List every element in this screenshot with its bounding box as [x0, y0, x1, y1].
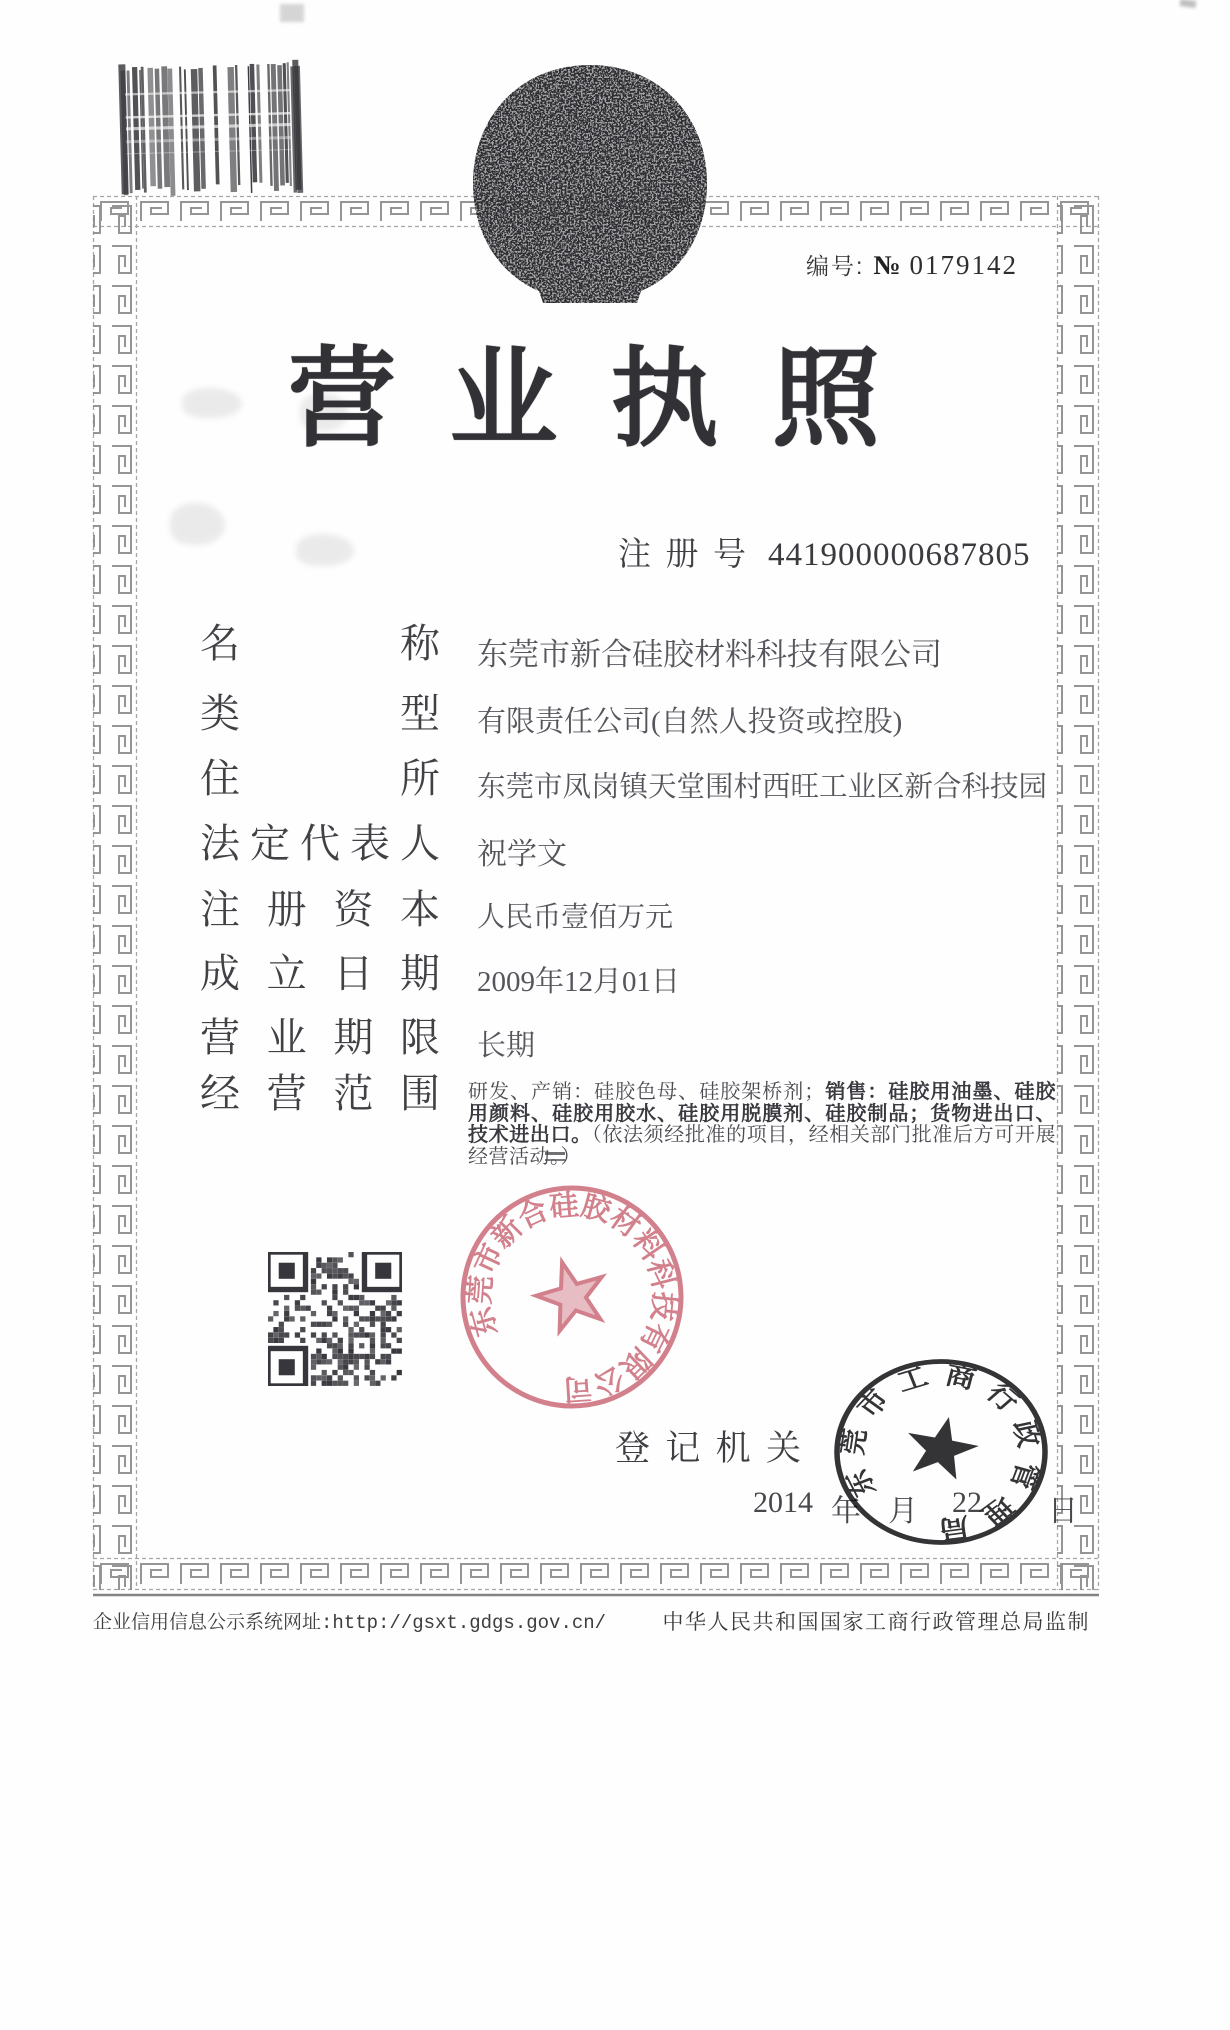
field-label-business-term	[200, 1016, 440, 1060]
registration-number: 441900000687805	[768, 537, 1031, 573]
registrar-label-char: 机	[715, 1429, 751, 1468]
field-label-legal-representative	[200, 822, 440, 866]
field-label-establishment-date	[200, 952, 440, 996]
field-label-char: 住	[200, 756, 240, 801]
business-scope-segment: 销售：硅胶用油墨、硅胶用颜料、硅胶用胶水、硅胶用脱膜剂、硅胶制品；货物进出口、技术进出口。	[468, 1081, 1057, 1146]
footer-issuing-authority: 中华人民共和国国家工商行政管理总局监制	[662, 1610, 1090, 1634]
issue-date-day: 22	[952, 1486, 982, 1519]
field-row-establishment-date	[200, 952, 680, 1000]
field-row-name	[200, 622, 942, 674]
field-label-char: 注	[200, 887, 240, 932]
field-label-char: 所	[400, 756, 440, 801]
license-title	[288, 328, 880, 470]
field-value-legal-representative: 祝学文	[477, 838, 567, 871]
issue-date-year-unit: 年	[831, 1495, 861, 1528]
field-value-registered-capital: 人民币壹佰万元	[477, 902, 674, 933]
field-value-business-scope	[468, 1082, 1056, 1168]
field-label-char: 法	[200, 821, 240, 866]
barcode-graphic	[118, 58, 318, 203]
serial-label: 编号:	[806, 253, 865, 279]
field-label-char: 名	[200, 621, 240, 666]
registration-label	[618, 528, 746, 575]
scan-smudge	[182, 388, 242, 418]
field-label-char: 限	[399, 1015, 440, 1060]
license-title-char: 照	[771, 338, 880, 459]
registrar-label-char: 关	[765, 1429, 801, 1468]
field-label-address	[200, 757, 440, 801]
field-label-char: 本	[399, 887, 440, 932]
serial-number: 0179142	[909, 250, 1019, 280]
field-label-char: 营	[266, 1071, 307, 1116]
field-label-char: 称	[400, 621, 440, 666]
field-label-char: 成	[200, 951, 240, 996]
star-icon	[899, 1411, 984, 1483]
company-seal-stamp	[450, 1175, 695, 1420]
field-label-char: 营	[200, 1015, 240, 1060]
field-label-business-scope	[200, 1072, 440, 1116]
registrar-label-char: 记	[665, 1429, 701, 1468]
field-value-business-term: 长期	[477, 1030, 536, 1062]
field-label-char: 代	[300, 821, 340, 866]
field-label-char: 围	[399, 1071, 440, 1116]
qr-code-graphic	[268, 1252, 402, 1386]
registrar-seal-stamp	[826, 1337, 1056, 1567]
field-value-type: 有限责任公司(自然人投资或控股)	[477, 706, 903, 738]
field-label-name	[200, 622, 440, 666]
field-label-char: 册	[266, 887, 307, 932]
registration-label-char: 注	[618, 537, 651, 573]
field-row-type	[200, 692, 902, 740]
issue-date-month-unit: 月	[888, 1495, 918, 1528]
numero-sign: №	[873, 250, 901, 280]
issue-date-day-unit: 日	[1048, 1495, 1078, 1528]
field-value-name: 东莞市新合硅胶材料科技有限公司	[477, 637, 942, 672]
field-label-registered-capital	[200, 888, 440, 932]
license-title-char: 执	[610, 338, 719, 459]
field-label-char: 型	[400, 691, 440, 736]
scan-smudge	[280, 4, 304, 22]
field-label-char: 资	[333, 887, 374, 932]
svg-text:东莞市工商行政管理局: 东莞市工商行政管理局	[836, 1361, 1046, 1544]
svg-text:东莞市新合硅胶材料科技有限公司: 东莞市新合硅胶材料科技有限公司	[464, 1189, 680, 1405]
field-label-type	[200, 692, 440, 736]
business-scope-segment: （依法须经批准的项目，经相关部门批准后方可开展经营活动。）	[468, 1124, 1056, 1168]
registration-label-char: 号	[713, 537, 746, 573]
field-label-char: 日	[333, 951, 374, 996]
registration-number-line	[618, 528, 1031, 575]
field-value-address: 东莞市凤岗镇天堂围村西旺工业区新合科技园	[477, 772, 1048, 803]
field-label-char: 范	[333, 1071, 374, 1116]
registrar-label	[615, 1421, 801, 1471]
field-label-char: 定	[250, 821, 290, 866]
field-row-registered-capital	[200, 888, 673, 935]
field-row-business-term	[200, 1016, 535, 1064]
issue-date-year: 2014	[753, 1486, 813, 1519]
field-row-address	[200, 757, 1047, 805]
scan-smudge	[296, 534, 354, 566]
field-label-char: 期	[333, 1015, 374, 1060]
field-label-char: 立	[266, 951, 307, 996]
business-scope-segment: 研发、产销：硅胶色母、硅胶架桥剂；	[468, 1081, 825, 1103]
national-emblem-graphic	[445, 55, 735, 315]
field-label-char: 类	[200, 691, 240, 736]
star-icon	[529, 1253, 613, 1334]
field-label-char: 经	[200, 1071, 240, 1116]
serial-number-line	[806, 248, 1018, 281]
field-label-char: 表	[350, 821, 390, 866]
field-value-establishment-date: 2009年12月01日	[477, 966, 681, 998]
license-title-char: 营	[288, 338, 397, 459]
field-label-char: 期	[399, 951, 440, 996]
field-row-legal-representative	[200, 822, 567, 873]
license-title-char: 业	[449, 338, 558, 459]
field-label-char: 人	[400, 821, 440, 866]
footer-public-system-url: 企业信用信息公示系统网址:http://gsxt.gdgs.gov.cn/	[93, 1612, 607, 1634]
field-label-char: 业	[266, 1015, 307, 1060]
field-row-business-scope	[200, 1072, 440, 1116]
registration-label-char: 册	[665, 537, 699, 573]
registrar-label-char: 登	[615, 1429, 651, 1468]
scan-smudge	[170, 503, 225, 545]
